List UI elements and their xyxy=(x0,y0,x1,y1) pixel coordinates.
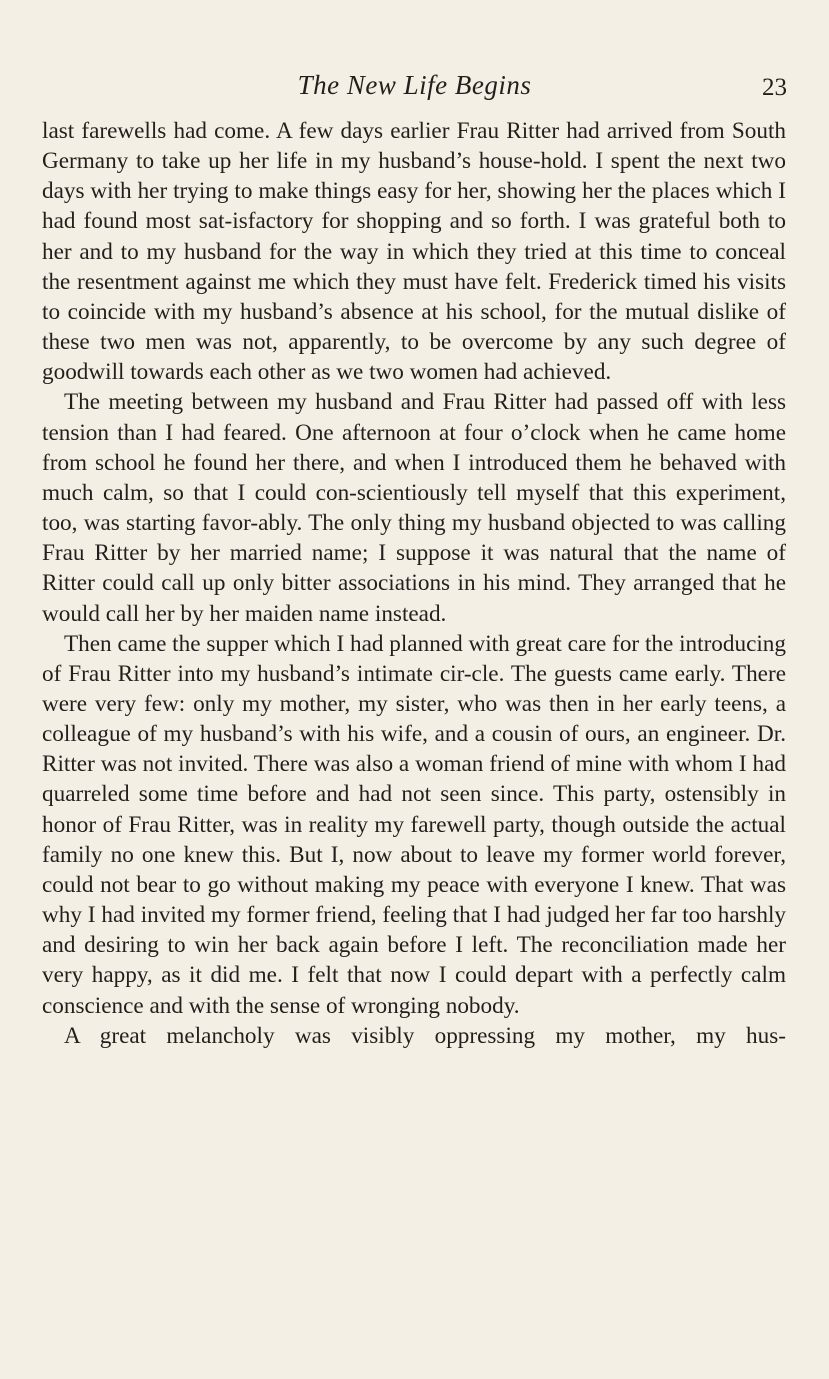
paragraph-4: A great melancholy was visibly oppressing my mother, my hus- xyxy=(64,1022,786,1049)
paragraph-1: last farewells had come. A few days earlier Frau Ritter had arrived from South Germany to take up her life in my husband’s house-hold. I spent the next two days with her trying to make things easy for her, showing her the places which I had found most sat-isfactory for shopping and so forth. I was grateful both to her and to my husband for the way in which they tried at this time to conceal the resentment against me which they must have felt. Frederick timed his visits to coincide with my husband’s absence at his school, for the mutual dislike of these two men was not, apparently, to be overcome by any such degree of goodwill towards each other as we two women had achieved. xyxy=(42,118,786,386)
paragraph-2: The meeting between my husband and Frau Ritter had passed off with less tension than I had feared. One afternoon at four o’clock when he came home from school he found her there, and when I introduced them he behaved with much calm, so that I could con-scientiously tell myself that this experiment, too, was starting favor-ably. The only thing my husband objected to was calling Frau Ritter by her married name; I suppose it was natural that the name of Ritter could call up only bitter associations in his mind. They arranged that he would call her by her maiden name instead. xyxy=(42,389,786,627)
page-header xyxy=(42,70,787,110)
running-title: The New Life Begins xyxy=(297,70,532,100)
paragraph-3: Then came the supper which I had planned with great care for the introducing of Frau Ritter into my husband’s intimate cir-cle. The guests came early. There were very few: only my mother, my sister, who was then in her early teens, a colleague of my husband’s with his wife, and a cousin of ours, an engineer. Dr. Ritter was not invited. There was also a woman friend of mine with whom I had quarreled some time before and had not seen since. This party, ostensibly in honor of Frau Ritter, was in reality my farewell party, though outside the actual family no one knew this. But I, now about to leave my former world forever, could not bear to go without making my peace with everyone I knew. That was why I had invited my former friend, feeling that I had judged her far too harshly and desiring to win her back again before I left. The reconciliation made her very happy, as it did me. I felt that now I could depart with a perfectly calm conscience and with the sense of wronging nobody. xyxy=(42,630,786,1019)
page-number: 23 xyxy=(762,74,787,101)
body-text xyxy=(42,116,786,1051)
